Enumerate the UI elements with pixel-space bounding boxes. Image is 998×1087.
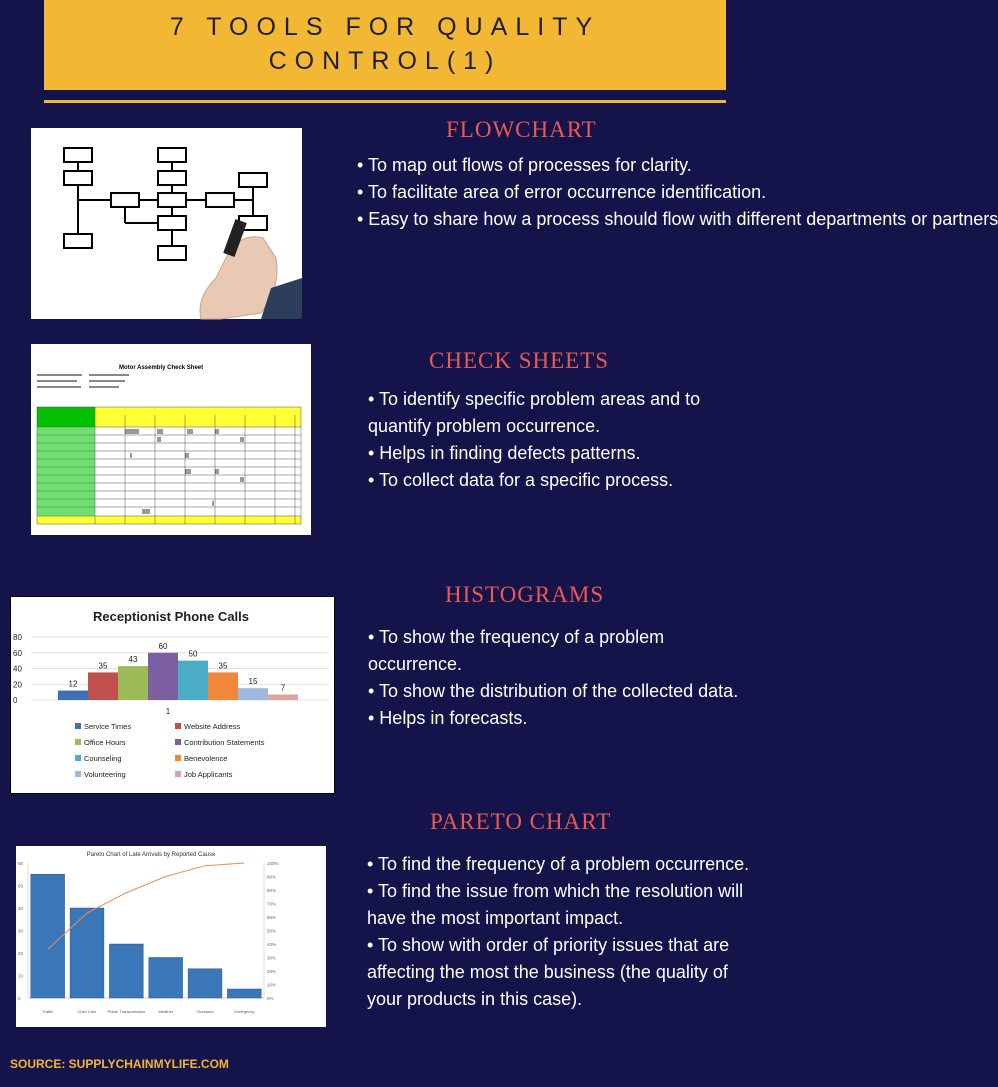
check-sheets-bullet-2: • Helps in finding defects patterns. xyxy=(368,443,641,463)
histogram-bar-label: 35 xyxy=(98,661,108,671)
histogram-legend-label: Counseling xyxy=(84,754,122,763)
check-sheets-title: CHECK SHEETS xyxy=(429,348,610,373)
histogram-bar xyxy=(178,661,208,700)
source-credit: SOURCE: SUPPLYCHAINMYLIFE.COM xyxy=(10,1057,229,1071)
histograms-title: HISTOGRAMS xyxy=(445,582,605,607)
pareto-bar xyxy=(188,969,222,998)
pareto-chart-title: PARETO CHART xyxy=(430,809,612,834)
histogram-bar xyxy=(58,691,88,700)
page-title xyxy=(44,10,726,78)
pareto-y2-tick: 10% xyxy=(267,982,277,988)
pareto-bullets xyxy=(367,851,752,1013)
flowchart-bullet-1: • To map out flows of processes for clarity. xyxy=(357,155,692,175)
pareto-bullet-3: • To show with order of priority issues that are affecting the most the business (the quality of your products in this case). xyxy=(367,935,735,1009)
pareto-x-tick: Public Transportation xyxy=(107,1009,146,1014)
histogram-y-tick: 20 xyxy=(13,680,22,690)
histogram-legend-swatch xyxy=(175,739,181,745)
flowchart-image xyxy=(31,128,302,319)
pareto-x-tick: Traffic xyxy=(42,1009,54,1014)
pareto-y2-tick: 80% xyxy=(267,888,277,893)
histogram-legend-swatch xyxy=(175,755,181,761)
pareto-bar xyxy=(149,958,183,999)
pareto-bar xyxy=(109,944,143,998)
page-title-line1: 7 TOOLS FOR QUALITY xyxy=(169,13,601,41)
histogram-y-tick: 0 xyxy=(13,696,18,705)
pareto-bar xyxy=(227,989,261,998)
pareto-bar xyxy=(31,874,65,998)
histogram-bar xyxy=(88,672,118,700)
pareto-x-tick: Overslept xyxy=(196,1009,214,1014)
histogram-bar xyxy=(118,666,148,700)
pareto-bar xyxy=(70,908,104,998)
histogram-bar xyxy=(238,688,268,700)
histogram-image xyxy=(10,596,335,794)
histogram-legend-swatch xyxy=(175,771,181,777)
check-sheets-bullet-3: • To collect data for a specific process. xyxy=(368,470,674,490)
histogram-legend-label: Job Applicants xyxy=(184,770,233,779)
pareto-y2-tick: 30% xyxy=(267,955,277,961)
histogram-bar-label: 15 xyxy=(248,677,258,687)
pareto-y2-tick: 50% xyxy=(267,928,277,934)
histogram-bar-label: 12 xyxy=(68,679,78,689)
histogram-legend-swatch xyxy=(75,755,81,761)
histogram-legend-label: Office Hours xyxy=(84,738,126,747)
flowchart-title: FLOWCHART xyxy=(446,117,597,142)
histogram-legend-swatch xyxy=(175,723,181,729)
flowchart-bullet-3: • Easy to share how a process should flow with different departments or partners xyxy=(357,209,998,229)
pareto-y2-tick: 40% xyxy=(267,942,277,947)
histogram-legend-swatch xyxy=(75,739,81,745)
pareto-image xyxy=(16,846,326,1027)
pareto-y-tick: 0 xyxy=(18,996,21,1001)
check-sheets-bullet-1: • To identify specific problem areas and to quantify problem occurrence. xyxy=(368,389,706,436)
histogram-bar-label: 7 xyxy=(280,683,286,693)
page-title-line2: CONTROL(1) xyxy=(268,47,502,75)
header-divider xyxy=(44,100,726,103)
pareto-y2-tick: 0% xyxy=(267,996,274,1001)
histogram-bar-label: 43 xyxy=(128,655,138,665)
pareto-y2-tick: 100% xyxy=(267,861,279,866)
histogram-y-tick: 40 xyxy=(13,664,22,674)
pareto-chart xyxy=(16,846,326,1027)
pareto-x-tick: Weather xyxy=(158,1009,174,1014)
histogram-bar xyxy=(148,653,178,700)
histogram-x-tick: 1 xyxy=(165,707,171,716)
histogram-legend-label: Benevolence xyxy=(184,754,228,763)
flowchart-illustration xyxy=(31,128,302,319)
histograms-bullets xyxy=(368,624,758,732)
histogram-y-tick: 80 xyxy=(13,633,22,642)
pareto-y-tick: 10 xyxy=(18,973,24,979)
pareto-y-tick: 50 xyxy=(18,883,24,889)
pareto-y-tick: 60 xyxy=(18,861,24,866)
histogram-bar xyxy=(208,672,238,700)
histogram-legend-swatch xyxy=(75,723,81,729)
histograms-bullet-2: • To show the distribution of the collected data. xyxy=(368,681,739,701)
histogram-legend-label: Service Times xyxy=(84,722,132,731)
flowchart-bullet-2: • To facilitate area of error occurrence identification. xyxy=(357,182,767,202)
pareto-title: Pareto Chart of Late Arrivals by Reported Cause xyxy=(86,852,216,858)
pareto-y-tick: 20 xyxy=(18,951,24,956)
histogram-y-tick: 60 xyxy=(13,648,22,658)
pareto-y2-tick: 20% xyxy=(267,969,277,974)
histograms-bullet-1: • To show the frequency of a problem occurrence. xyxy=(368,627,670,674)
histogram-title: Receptionist Phone Calls xyxy=(92,609,250,624)
check-sheet-image xyxy=(31,344,311,535)
flowchart-bullets xyxy=(357,152,998,233)
check-sheet-illustration xyxy=(31,344,311,535)
histogram-bar-label: 50 xyxy=(188,649,198,659)
pareto-y2-tick: 90% xyxy=(267,874,277,880)
histogram-bar-label: 35 xyxy=(218,661,228,671)
pareto-y2-tick: 70% xyxy=(267,901,277,907)
pareto-x-tick: Child Care xyxy=(77,1009,97,1014)
histogram-legend-label: Website Address xyxy=(184,722,241,731)
histogram-chart xyxy=(11,597,334,793)
histograms-bullet-3: • Helps in forecasts. xyxy=(368,708,528,728)
histogram-legend-label: Volunteering xyxy=(84,770,126,779)
histogram-legend-label: Contribution Statements xyxy=(184,738,265,747)
pareto-bullet-2: • To find the issue from which the resolution will have the most important impact. xyxy=(367,881,749,928)
header-banner xyxy=(44,0,726,90)
histogram-legend-swatch xyxy=(75,771,81,777)
check-sheets-bullets xyxy=(368,386,763,494)
pareto-y-tick: 40 xyxy=(18,906,24,911)
pareto-x-tick: Emergency xyxy=(234,1009,255,1014)
pareto-y2-tick: 60% xyxy=(267,915,277,920)
pareto-bullet-1: • To find the frequency of a problem occurrence. xyxy=(367,854,750,874)
pareto-y-tick: 30 xyxy=(18,928,24,934)
check-sheet-title: Motor Assembly Check Sheet xyxy=(119,365,204,371)
histogram-bar-label: 60 xyxy=(158,641,168,651)
histogram-bar xyxy=(268,694,298,700)
